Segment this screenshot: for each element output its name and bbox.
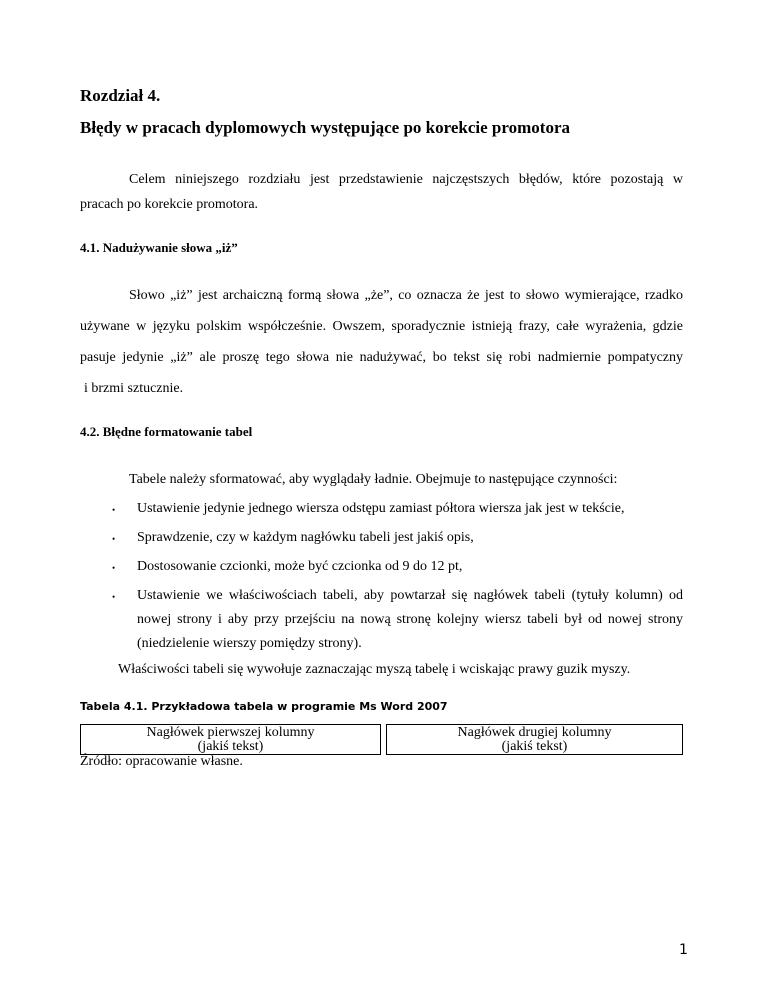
bullet-4-line-1: Ustawienie we właściwościach tabeli, aby powtarzał się nagłówek tabeli (tytuły kolumn) od [137,588,683,603]
intro-line-1: Celem niniejszego rozdziału jest przedstawienie najczęstszych błędów, które pozostają w [129,172,683,187]
table-source: Źródło: opracowanie własne. [80,754,243,769]
bullet-4-marker: • [112,592,116,602]
bullet-4-line-3: (niedzielenie wierszy pomiędzy strony). [137,636,362,651]
table-col-1-desc: (jakiś tekst) [197,739,264,754]
bullet-3-text: Dostosowanie czcionki, może być czcionka od 9 do 12 pt, [137,559,463,574]
table-header-col-1 [80,724,381,755]
bullet-2-marker: • [112,534,116,544]
section1-line-2: używane w języku polskim współcześnie. Owszem, sporadycznie istnieją frazy, całe wyrażenia, gdzie [80,319,683,334]
section-heading-4-2: 4.2. Błędne formatowanie tabel [80,424,253,439]
bullet-3-marker: • [112,563,116,573]
table-col-1-title: Nagłówek pierwszej kolumny [146,725,315,740]
chapter-title: Błędy w pracach dyplomowych występujące po korekcie promotora [80,118,570,137]
table-caption: Tabela 4.1. Przykładowa tabela w programie Ms Word 2007 [80,700,448,713]
page-number: 1 [679,942,688,958]
table-col-2-desc: (jakiś tekst) [501,739,568,754]
section-heading-4-1: 4.1. Nadużywanie słowa „iż” [80,240,238,255]
bullet-1-marker: • [112,505,116,515]
table-col-2-title: Nagłówek drugiej kolumny [457,725,612,740]
bullet-4-line-2: nowej strony i aby przy przejściu na nową stronę kolejny wiersz tabeli był od nowej strony [137,612,683,627]
table-properties-note: Właściwości tabeli się wywołuje zaznaczając myszą tabelę i wciskając prawy guzik myszy. [118,662,631,677]
chapter-label: Rozdział 4. [80,86,161,105]
section2-intro: Tabele należy sformatować, aby wyglądały ładnie. Obejmuje to następujące czynności: [129,472,618,487]
bullet-1-text: Ustawienie jedynie jednego wiersza odstępu zamiast półtora wiersza jak jest w tekście, [137,501,625,516]
section1-line-4: i brzmi sztucznie. [84,381,184,396]
intro-line-2: pracach po korekcie promotora. [80,197,259,212]
bullet-2-text: Sprawdzenie, czy w każdym nagłówku tabeli jest jakiś opis, [137,530,474,545]
section1-line-1: Słowo „iż” jest archaiczną formą słowa „że”, co oznacza że jest to słowo wymierające, rzadko [129,288,683,303]
table-header-col-2 [386,724,683,755]
section1-line-3: pasuje jedynie „iż” ale proszę tego słowa nie nadużywać, bo tekst się robi nadmiernie pompatyczny [80,350,683,365]
